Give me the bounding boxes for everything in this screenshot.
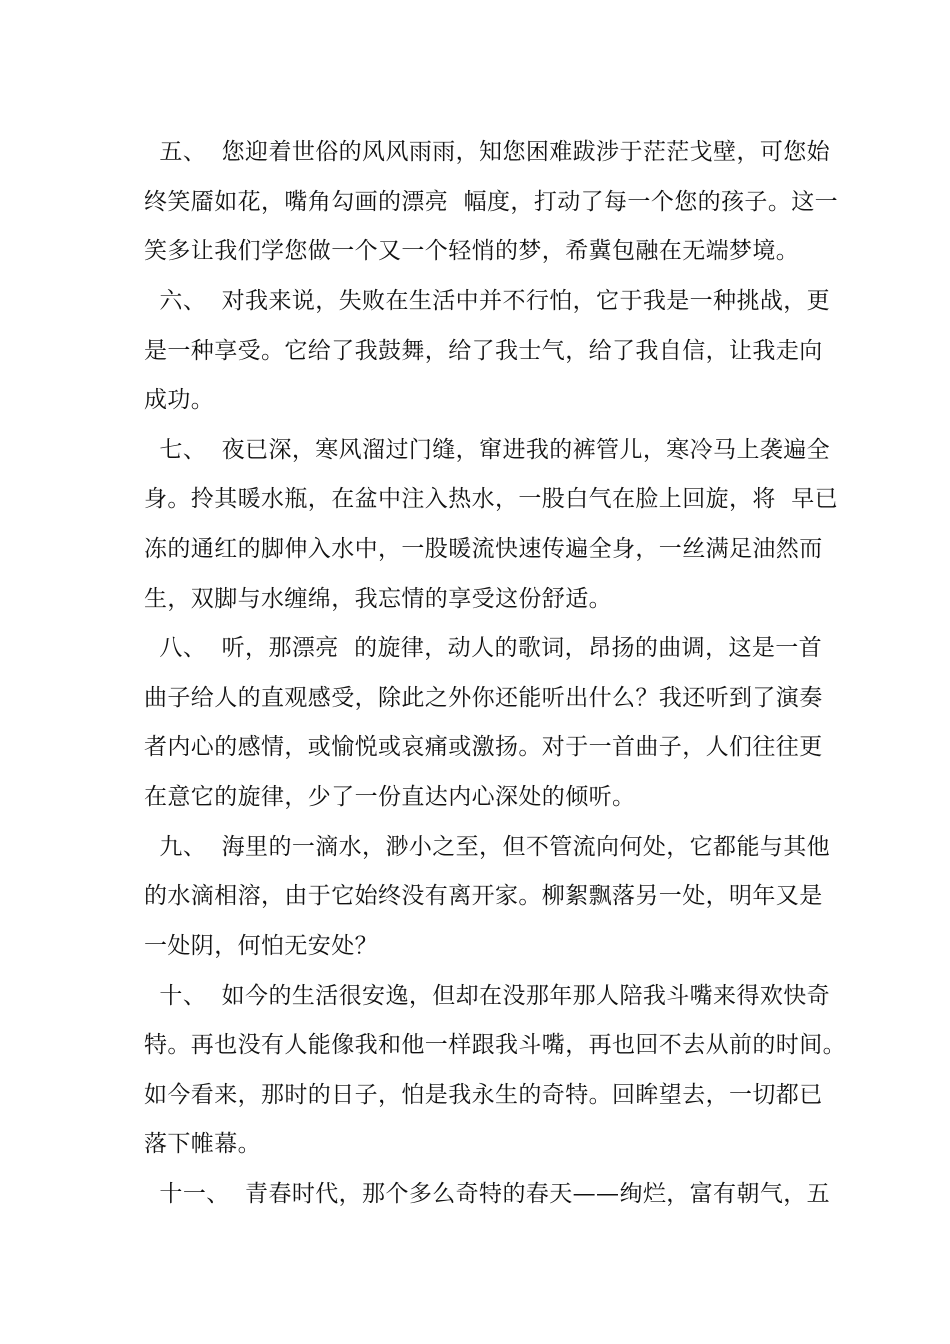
paragraph-5-line-3: 笑多让我们学您做一个又一个轻悄的梦，希冀包融在无端梦境。 <box>144 238 800 264</box>
paragraph-10-line-4: 落下帷幕。 <box>144 1131 261 1157</box>
paragraph-8-line-1: 八、 听，那漂亮 的旋律，动人的歌词，昂扬的曲调，这是一首 <box>144 635 823 661</box>
paragraph-8-line-4: 在意它的旋律，少了一份直达内心深处的倾听。 <box>144 784 636 810</box>
paragraph-7-line-1: 七、 夜已深，寒风溜过门缝，窜进我的裤管儿，寒冷马上袭遍全 <box>144 437 831 463</box>
paragraph-9-line-2: 的水滴相溶，由于它始终没有离开家。柳絮飘落另一处，明年又是 <box>144 883 823 909</box>
paragraph-8-line-3: 者内心的感情，或愉悦或哀痛或激扬。对于一首曲子，人们往往更 <box>144 734 823 760</box>
paragraph-6-line-2: 是一种享受。它给了我鼓舞，给了我士气，给了我自信，让我走向 <box>144 338 823 364</box>
paragraph-5-line-2: 终笑靥如花，嘴角勾画的漂亮 幅度，打动了每一个您的孩子。这一 <box>144 189 839 215</box>
paragraph-10-line-2: 特。再也没有人能像我和他一样跟我斗嘴，再也回不去从前的时间。 <box>144 1032 846 1058</box>
paragraph-8-line-2: 曲子给人的直观感受，除此之外你还能听出什么？我还听到了演奏 <box>144 685 823 711</box>
paragraph-10-line-1: 十、 如今的生活很安逸，但却在没那年那人陪我斗嘴来得欢快奇 <box>144 983 831 1009</box>
paragraph-6-line-1: 六、 对我来说，失败在生活中并不行怕，它于我是一种挑战，更 <box>144 288 831 314</box>
paragraph-5-line-1: 五、 您迎着世俗的风风雨雨，知您困难跋涉于茫茫戈壁，可您始 <box>144 139 831 165</box>
paragraph-7-line-2: 身。拎其暖水瓶，在盆中注入热水，一股白气在脸上回旋，将 早已 <box>144 486 839 512</box>
paragraph-7-line-4: 生，双脚与水缠绵，我忘情的享受这份舒适。 <box>144 586 612 612</box>
paragraph-10-line-3: 如今看来，那时的日子，怕是我永生的奇特。回眸望去，一切都已 <box>144 1082 823 1108</box>
paragraph-11-line-1: 十一、 青春时代，那个多么奇特的春天——绚烂，富有朝气，五 <box>144 1181 831 1207</box>
paragraph-7-line-3: 冻的通红的脚伸入水中，一股暖流快速传遍全身，一丝满足油然而 <box>144 536 823 562</box>
paragraph-9-line-1: 九、 海里的一滴水，渺小之至，但不管流向何处，它都能与其他 <box>144 834 831 860</box>
paragraph-9-line-3: 一处阴，何怕无安处？ <box>144 933 378 959</box>
paragraph-6-line-3: 成功。 <box>144 387 215 413</box>
